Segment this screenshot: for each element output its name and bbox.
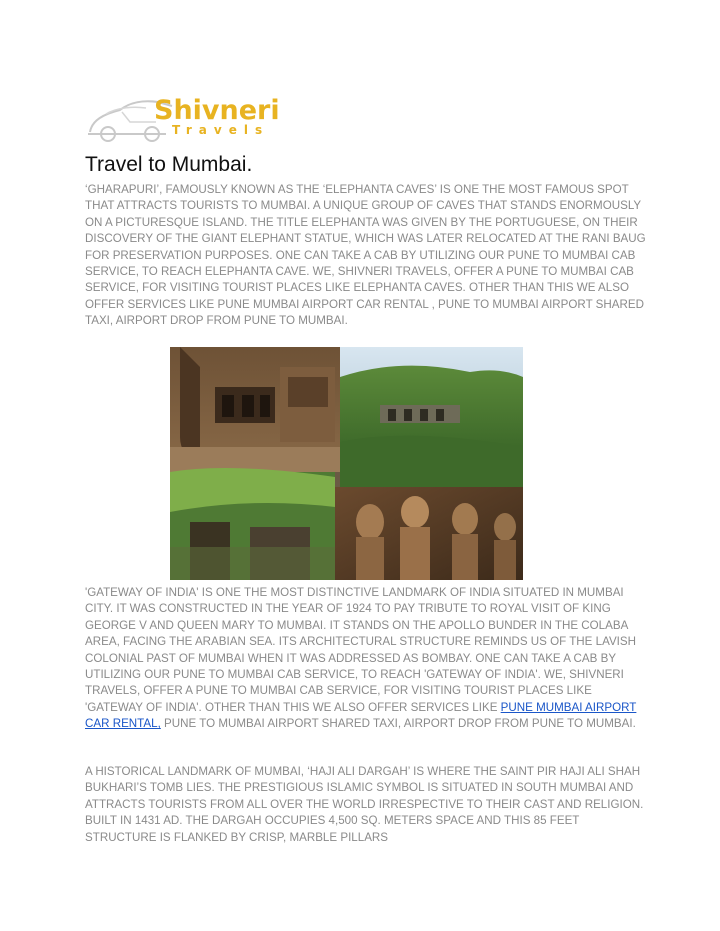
airport-car-rental-link[interactable]: PUNE MUMBAI AIRPORT CAR RENTAL, <box>85 700 637 731</box>
page-title: Travel to Mumbai. <box>85 153 253 176</box>
paragraph-gateway-text-end: PUNE TO MUMBAI AIRPORT SHARED TAXI, AIRPORT DROP FROM PUNE TO MUMBAI. <box>160 717 636 731</box>
paragraph-elephanta: ‘GHARAPURI’, FAMOUSLY KNOWN AS THE ‘ELEPHANTA CAVES’ IS ONE THE MOST FAMOUS SPOT THAT ATTRACTS TOURISTS TO MUMBAI. A UNIQUE GROUP OF CAVES THAT STANDS ENORMOUSLY ON A PICTURESQUE ISLAND. THE TITLE ELEPHANTA WAS GIVEN BY THE PORTUGUESE, ON THEIR DISCOVERY OF THE GIANT ELEPHANT STATUE, WHICH WAS LATER RELOCATED AT THE RANI BAUG FOR PRESERVATION PURPOSES. ONE CAN TAKE A CAB BY UTILIZING OUR PUNE TO MUMBAI CAB SERVICE, TO REACH ELEPHANTA CAVE. WE, SHIVNERI TRAVELS, OFFER A PUNE TO MUMBAI CAB SERVICE, FOR VISITING TOURIST PLACES LIKE ELEPHANTA CAVES. OTHER THAN THIS WE ALSO OFFER SERVICES LIKE PUNE MUMBAI AIRPORT CAR RENTAL , PUNE TO MUMBAI AIRPORT SHARED TAXI, AIRPORT DROP FROM PUNE TO MUMBAI. <box>85 183 646 328</box>
logo-subtitle: Travels <box>172 123 270 137</box>
logo-name: Shivneri <box>154 95 280 126</box>
shivneri-logo <box>86 92 286 144</box>
caves-collage-image <box>170 347 523 580</box>
caves-photo-collage <box>170 347 523 580</box>
paragraph-gateway-text: 'GATEWAY OF INDIA' IS ONE THE MOST DISTINCTIVE LANDMARK OF INDIA SITUATED IN MUMBAI CITY. IT WAS CONSTRUCTED IN THE YEAR OF 1924 TO PAY TRIBUTE TO ROYAL VISIT OF KING GEORGE V AND QUEEN MARY TO MUMBAI. IT STANDS ON THE APOLLO BUNDER IN THE COLABA AREA, FACING THE ARABIAN SEA. ITS ARCHITECTURAL STRUCTURE REMINDS US OF THE LAVISH COLONIAL PAST OF MUMBAI WHEN IT WAS ADDRESSED AS BOMBAY. ONE CAN TAKE A CAB BY UTILIZING OUR PUNE TO MUMBAI CAB SERVICE, TO REACH 'GATEWAY OF INDIA'. WE, SHIVNERI TRAVELS, OFFER A PUNE TO MUMBAI CAB SERVICE, FOR VISITING TOURIST PLACES LIKE 'GATEWAY OF INDIA'. OTHER THAN THIS WE ALSO OFFER SERVICES LIKE <box>85 586 637 714</box>
paragraph-haji-ali: A HISTORICAL LANDMARK OF MUMBAI, ‘HAJI ALI DARGAH’ IS WHERE THE SAINT PIR HAJI ALI SHAH BUKHARI’S TOMB LIES. THE PRESTIGIOUS ISLAMIC SYMBOL IS SITUATED IN SOUTH MUMBAI AND ATTRACTS TOURISTS FROM ALL OVER THE WORLD IRRESPECTIVE TO THEIR CAST AND RELIGION. BUILT IN 1431 AD. THE DARGAH OCCUPIES 4,500 SQ. METERS SPACE AND THIS 85 FEET STRUCTURE IS FLANKED BY CRISP, MARBLE PILLARS <box>85 765 644 844</box>
paragraph-gateway-of-india <box>85 585 650 733</box>
